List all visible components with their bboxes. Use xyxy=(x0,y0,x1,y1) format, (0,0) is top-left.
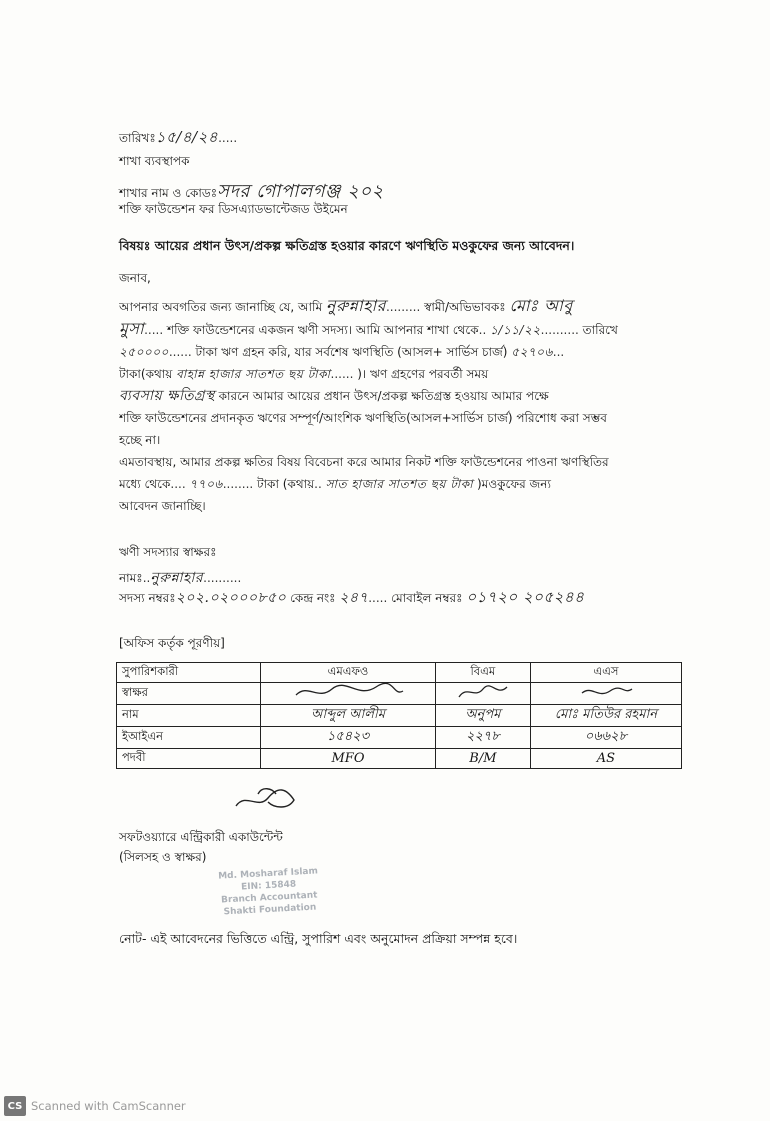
table-row xyxy=(117,705,682,727)
member-signature-label: ঋণী সদস্যার স্বাক্ষরঃ xyxy=(119,545,217,559)
table-header: এমএফও xyxy=(261,663,436,683)
stamp-name: Md. Mosharaf Islam xyxy=(217,866,319,882)
para2-text: )মওকুফের জন্য xyxy=(476,477,551,491)
center-label: কেন্দ্র নং xyxy=(290,591,336,605)
signature-scribble xyxy=(576,683,636,701)
para1-text: তারিখে xyxy=(582,323,618,337)
para1-text: স্বামী/অভিভাবকঃ xyxy=(424,300,506,314)
para1-text: টাকা ঋণ গ্রহন করি, যার সর্বশেষ ঋণস্থিতি (আসল+ সার্ভিস চার্জ) xyxy=(195,345,508,359)
para1-text: হচ্ছে না। xyxy=(119,433,161,447)
table-cell: মোঃ মতিউর রহমান xyxy=(530,705,681,727)
stamp-ein: EIN: 15848 xyxy=(240,879,297,893)
para1-text: কারনে আমার আয়ের প্রধান উৎস/প্রকল্প ক্ষতিগ্রস্ত হওয়ায় আমার পক্ষে xyxy=(218,389,549,403)
camscanner-text: Scanned with CamScanner xyxy=(31,1099,186,1113)
table-row-label: ইআইএন xyxy=(117,727,261,749)
date-line: তারিখঃ১৫/৪/২৪..... xyxy=(119,128,238,146)
table-cell: B/M xyxy=(435,749,530,769)
signature-scribble xyxy=(288,683,408,701)
branch-value: সদর গোপালগঞ্জ ২০২ xyxy=(217,181,384,202)
table-cell: MFO xyxy=(261,749,436,769)
body-paragraph-2: এমতাবস্থায়, আমার প্রকল্প ক্ষতির বিষয় বিবেচনা করে আমার নিকট শক্তি ফাউন্ডেশনের পাওনা ঋণস্থিতির মধ্যে থেকে.... ৭৭০৬........ টাকা (কথায়.. সাত হাজার সাতশত ছয় টাকা )মওকুফের জন্য আবেদন জানাচ্ছি। xyxy=(119,451,679,517)
loss-reason: ব্যবসায় ক্ষতিগ্রস্থ xyxy=(119,388,215,404)
member-number-line: সদস্য নম্বরঃ২০২.০২০০০৮৫০ কেন্দ্র নং ২৪৭..... মোবাইল নম্বরঃ ০১৭২০ ২০৫২৪৪ xyxy=(119,588,585,606)
salutation: জনাব, xyxy=(119,271,151,285)
table-cell: আব্দুল আলীম xyxy=(261,705,436,727)
mobile-label: মোবাইল নম্বরঃ xyxy=(391,591,463,605)
para2-text: আবেদন জানাচ্ছি। xyxy=(119,499,206,513)
accountant-seal-stamp xyxy=(209,865,329,919)
table-header-row xyxy=(117,663,682,683)
recommendation-table xyxy=(116,662,682,769)
camscanner-watermark xyxy=(0,1093,200,1119)
para2-text: টাকা (কথায় xyxy=(257,477,315,491)
signature-bm xyxy=(435,683,530,705)
stamp-org: Shakti Foundation xyxy=(223,902,317,918)
center-value: ২৪৭ xyxy=(339,590,369,606)
outstanding-amount: ৫২৭০৬ xyxy=(511,345,553,359)
guardian-name-cont: মুসা xyxy=(119,319,145,338)
body-paragraph-1: আপনার অবগতির জন্য জানাচ্ছি যে, আমি নুরুন্নাহার......... স্বামী/অভিভাবকঃ মোঃ আবু মুসা..... শক্তি ফাউন্ডেশনের একজন ঋণী সদস্য। আমি আপনার শাখা থেকে.. ১/১১/২২.......... তারিখে ২৫০০০০...... টাকা ঋণ গ্রহন করি, যার সর্বশেষ ঋণস্থিতি (আসল+ সার্ভিস চার্জ) ৫২৭০৬... টাকা(কথায় বাহান্ন হাজার সাতশত ছয় টাকা...... )। ঋণ গ্রহণের পরবর্তী সময় ব্যবসায় ক্ষতিগ্রস্থ কারনে আমার আয়ের প্রধান উৎস/প্রকল্প ক্ষতিগ্রস্ত হওয়ায় আমার পক্ষে শক্তি ফাউন্ডেশনের প্রদানকৃত ঋণের সম্পূর্ণ/আংশিক ঋণস্থিতি(আসল+সার্ভিস চার্জ) পরিশোধ করা সম্ভব হচ্ছে না। xyxy=(119,295,679,451)
table-cell: অনুপম xyxy=(435,705,530,727)
table-row-label: পদবী xyxy=(117,749,261,769)
date-label: তারিখঃ xyxy=(119,131,156,145)
member-no-label: সদস্য নম্বরঃ xyxy=(119,591,176,605)
table-header: এএস xyxy=(530,663,681,683)
footer-note: নোট- এই আবেদনের ভিত্তিতে এন্ট্রি, সুপারিশ এবং অনুমোদন প্রক্রিয়া সম্পন্ন হবে। xyxy=(119,931,518,946)
member-name-line: নামঃ..নুরুন্নাহার.......... xyxy=(119,570,242,586)
stamp-title: Branch Accountant xyxy=(220,890,318,906)
accountant-signature xyxy=(228,780,308,820)
table-cell: ১৫৪২৩ xyxy=(261,727,436,749)
table-row xyxy=(117,727,682,749)
branch-label: শাখার নাম ও কোডঃ xyxy=(119,186,218,200)
date-value: ১৫/৪/২৪ xyxy=(155,128,219,146)
accountant-label: সফটওয়্যারে এন্ট্রিকারী একাউন্টেন্ট xyxy=(119,830,283,844)
accountant-seal-note: (সিলসহ ও স্বাক্ষর) xyxy=(119,850,207,864)
signature-as xyxy=(530,683,681,705)
table-cell: AS xyxy=(530,749,681,769)
table-row xyxy=(117,683,682,705)
guardian-name: মোঃ আবু xyxy=(509,296,573,315)
table-cell: ২২৭৮ xyxy=(435,727,530,749)
recipient-org: শক্তি ফাউন্ডেশন ফর ডিসএ্যাডভান্টেজড উইমেন xyxy=(119,202,348,216)
applicant-name: নুরুন্নাহার xyxy=(325,296,386,315)
mobile-value: ০১৭২০ ২০৫২৪৪ xyxy=(466,588,585,606)
recipient-title: শাখা ব্যবস্থাপক xyxy=(119,154,190,168)
para1-text: )। ঋণ গ্রহণের পরবর্তী সময় xyxy=(357,367,489,381)
table-row xyxy=(117,749,682,769)
para1-text: শক্তি ফাউন্ডেশনের প্রদানকৃত ঋণের সম্পূর্ণ/আংশিক ঋণস্থিতি(আসল+সার্ভিস চার্জ) পরিশোধ করা সম্ভব xyxy=(119,411,607,425)
table-header: সুপারিশকারী xyxy=(117,663,261,683)
table-header: বিএম xyxy=(435,663,530,683)
waiver-words: সাত হাজার সাতশত ছয় টাকা xyxy=(325,477,474,491)
camscanner-logo-icon: CS xyxy=(4,1096,26,1116)
table-row-label: স্বাক্ষর xyxy=(117,683,261,705)
member-name-label: নামঃ xyxy=(119,571,143,585)
para2-text: এমতাবস্থায়, আমার প্রকল্প ক্ষতির বিষয় বিবেচনা করে আমার নিকট শক্তি ফাউন্ডেশনের পাওনা ঋণস্থিতির xyxy=(119,455,609,469)
waiver-amount: ৭৭০৬ xyxy=(189,477,223,491)
loan-date: ১/১১/২২ xyxy=(490,323,541,337)
para2-text: মধ্যে থেকে xyxy=(119,477,171,491)
para1-text: আপনার অবগতির জন্য জানাচ্ছি যে, আমি xyxy=(119,300,323,314)
outstanding-words: বাহান্ন হাজার সাতশত ছয় টাকা xyxy=(176,367,331,381)
member-no-value: ২০২.০২০০০৮৫০ xyxy=(175,590,287,606)
table-cell: ০৬৬২৮ xyxy=(530,727,681,749)
para1-text: শক্তি ফাউন্ডেশনের একজন ঋণী সদস্য। আমি আপনার শাখা থেকে xyxy=(167,323,479,337)
office-use-label: [অফিস কর্তৃক পূরণীয়] xyxy=(119,636,225,650)
member-name-value: নুরুন্নাহার xyxy=(150,570,204,586)
loan-amount: ২৫০০০০ xyxy=(119,345,169,359)
signature-scribble xyxy=(453,683,513,701)
para1-text: টাকা(কথায় xyxy=(119,367,173,381)
subject-line: বিষয়ঃ আয়ের প্রধান উৎস/প্রকল্প ক্ষতিগ্রস্ত হওয়ার কারণে ঋণস্থিতি মওকুফের জন্য আবেদন। xyxy=(119,238,575,253)
signature-mfo xyxy=(261,683,436,705)
table-row-label: নাম xyxy=(117,705,261,727)
